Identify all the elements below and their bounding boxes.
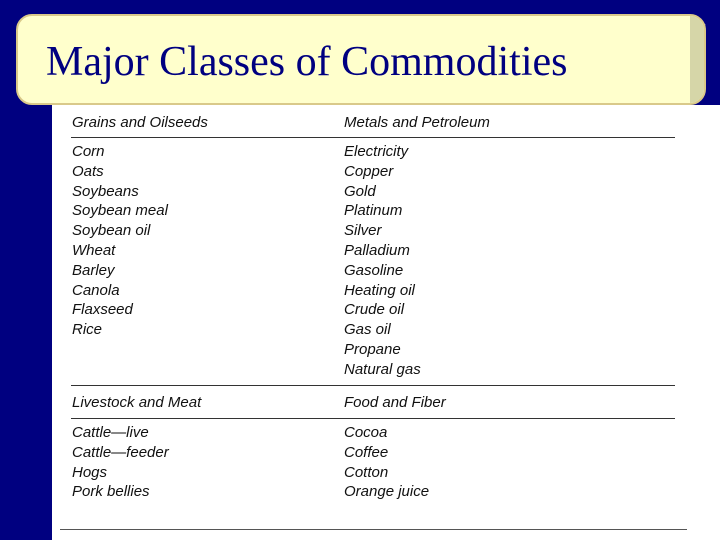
list-item: Soybeans — [72, 182, 139, 200]
grains-header: Grains and Oilseeds — [72, 114, 208, 131]
section-rule — [71, 385, 675, 386]
list-item: Canola — [72, 281, 120, 299]
metals-header: Metals and Petroleum — [344, 114, 490, 131]
list-item: Electricity — [344, 143, 409, 160]
header-rule — [71, 137, 675, 138]
food-fiber-list — [344, 423, 429, 502]
list-item: Pork bellies — [72, 483, 150, 501]
list-item: Corn — [72, 143, 105, 160]
metals-list — [344, 142, 421, 380]
list-item: Cocoa — [344, 424, 388, 441]
list-item: Platinum — [344, 202, 403, 220]
livestock-header: Livestock and Meat — [72, 394, 202, 411]
table-bottom-rule — [60, 529, 687, 530]
list-item: Natural gas — [344, 360, 421, 378]
list-item: Oats — [72, 162, 104, 180]
list-item: Propane — [344, 340, 401, 358]
list-item: Soybean meal — [72, 202, 168, 220]
list-item: Silver — [344, 222, 382, 240]
list-item: Coffee — [344, 443, 389, 461]
list-item: Barley — [72, 261, 115, 279]
list-item: Flaxseed — [72, 301, 133, 319]
list-item: Gas oil — [344, 321, 391, 339]
commodities-table — [52, 105, 720, 540]
list-item: Crude oil — [344, 301, 405, 319]
header-rule — [71, 418, 675, 419]
list-item: Rice — [72, 321, 103, 339]
list-item: Cattle—live — [72, 424, 149, 441]
grains-list — [72, 142, 168, 340]
list-item: Soybean oil — [72, 222, 151, 240]
list-item: Cotton — [344, 463, 389, 481]
list-item: Palladium — [344, 241, 410, 259]
slide-title: Major Classes of Commodities — [46, 39, 568, 85]
list-item: Gasoline — [344, 261, 404, 279]
title-banner — [16, 14, 706, 105]
list-item: Wheat — [72, 241, 116, 259]
list-item: Hogs — [72, 463, 108, 481]
livestock-list — [72, 423, 169, 502]
list-item: Gold — [344, 182, 376, 200]
list-item: Orange juice — [344, 483, 430, 501]
list-item: Copper — [344, 162, 394, 180]
list-item: Heating oil — [344, 281, 415, 299]
food-fiber-header: Food and Fiber — [344, 394, 446, 411]
list-item: Cattle—feeder — [72, 443, 169, 461]
title-banner-shadow — [690, 16, 704, 103]
